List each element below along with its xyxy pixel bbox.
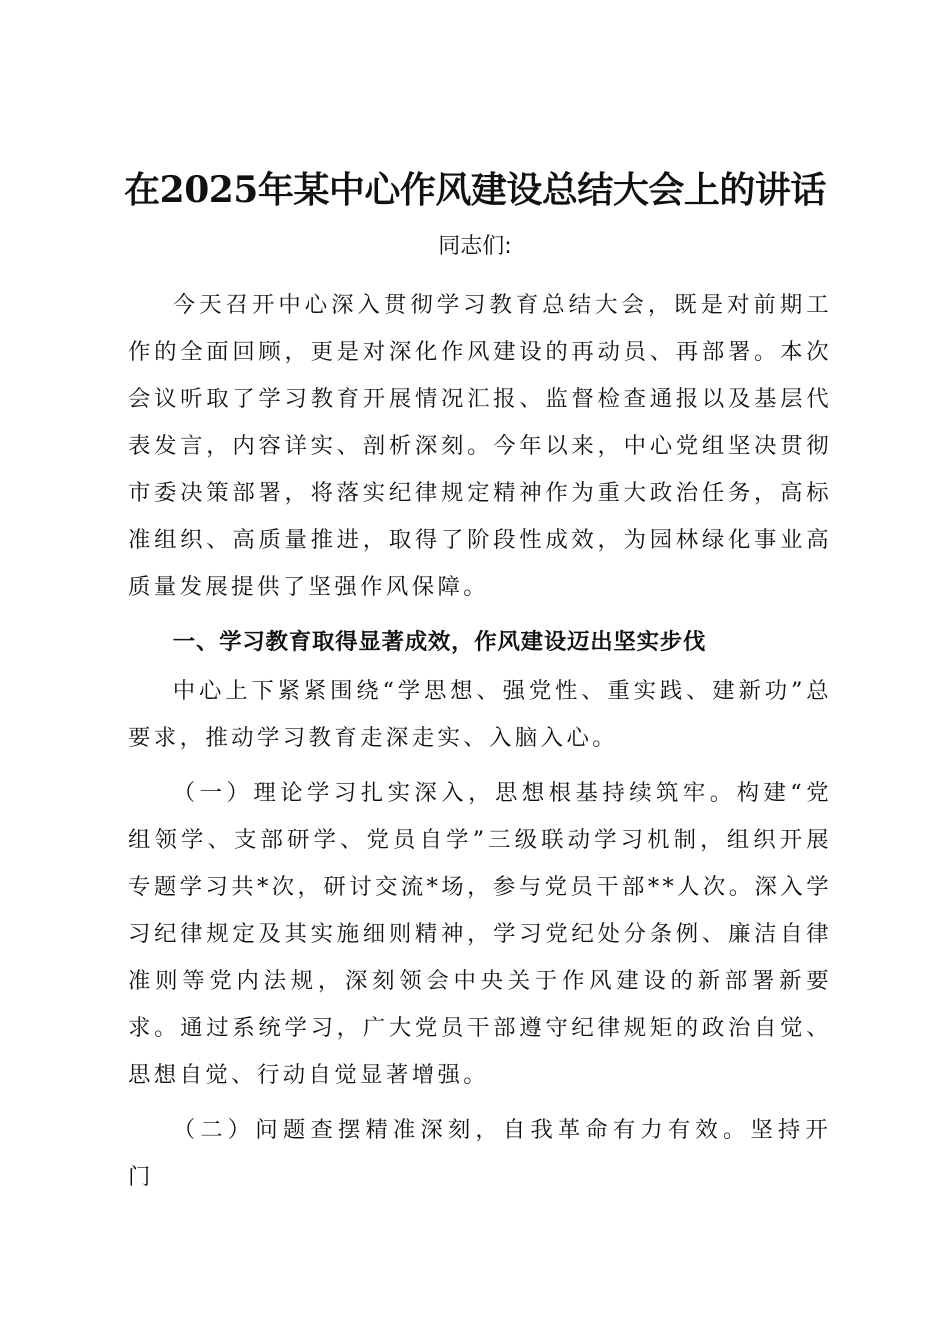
- paragraph-intro: 今天召开中心深入贯彻学习教育总结大会，既是对前期工作的全面回顾，更是对深化作风建设的再动员、再部署。本次会议听取了学习教育开展情况汇报、监督检查通报以及基层代表发言，内容详实、剖析深刻。今年以来，中心党组坚决贯彻市委决策部署，将落实纪律规定精神作为重大政治任务，高标准组织、高质量推进，取得了阶段性成效，为园林绿化事业高质量发展提供了坚强作风保障。: [128, 292, 832, 600]
- salutation: 同志们:: [438, 234, 512, 259]
- document-title: 在2025年某中心作风建设总结大会上的讲话: [124, 169, 826, 211]
- paragraph-theory-study: （一）理论学习扎实深入，思想根基持续筑牢。构建“党组领学、支部研学、党员自学”三级联动学习机制，组织开展专题学习共*次，研讨交流*场，参与党员干部**人次。深入学习纪律规定及其实施细则精神，学习党纪处分条例、廉洁自律准则等党内法规，深刻领会中央关于作风建设的新部署新要求。通过系统学习，广大党员干部遵守纪律规矩的政治自觉、思想自觉、行动自觉显著增强。: [128, 780, 832, 1088]
- section-heading-1: 一、学习教育取得显著成效，作风建设迈出坚实步伐: [172, 629, 707, 655]
- paragraph-problem-review: （二）问题查摆精准深刻，自我革命有力有效。坚持开门: [128, 1117, 832, 1190]
- paragraph-section-1-intro: 中心上下紧紧围绕“学思想、强党性、重实践、建新功”总要求，推动学习教育走深走实、入脑入心。: [128, 678, 832, 751]
- document-body: [128, 282, 832, 1209]
